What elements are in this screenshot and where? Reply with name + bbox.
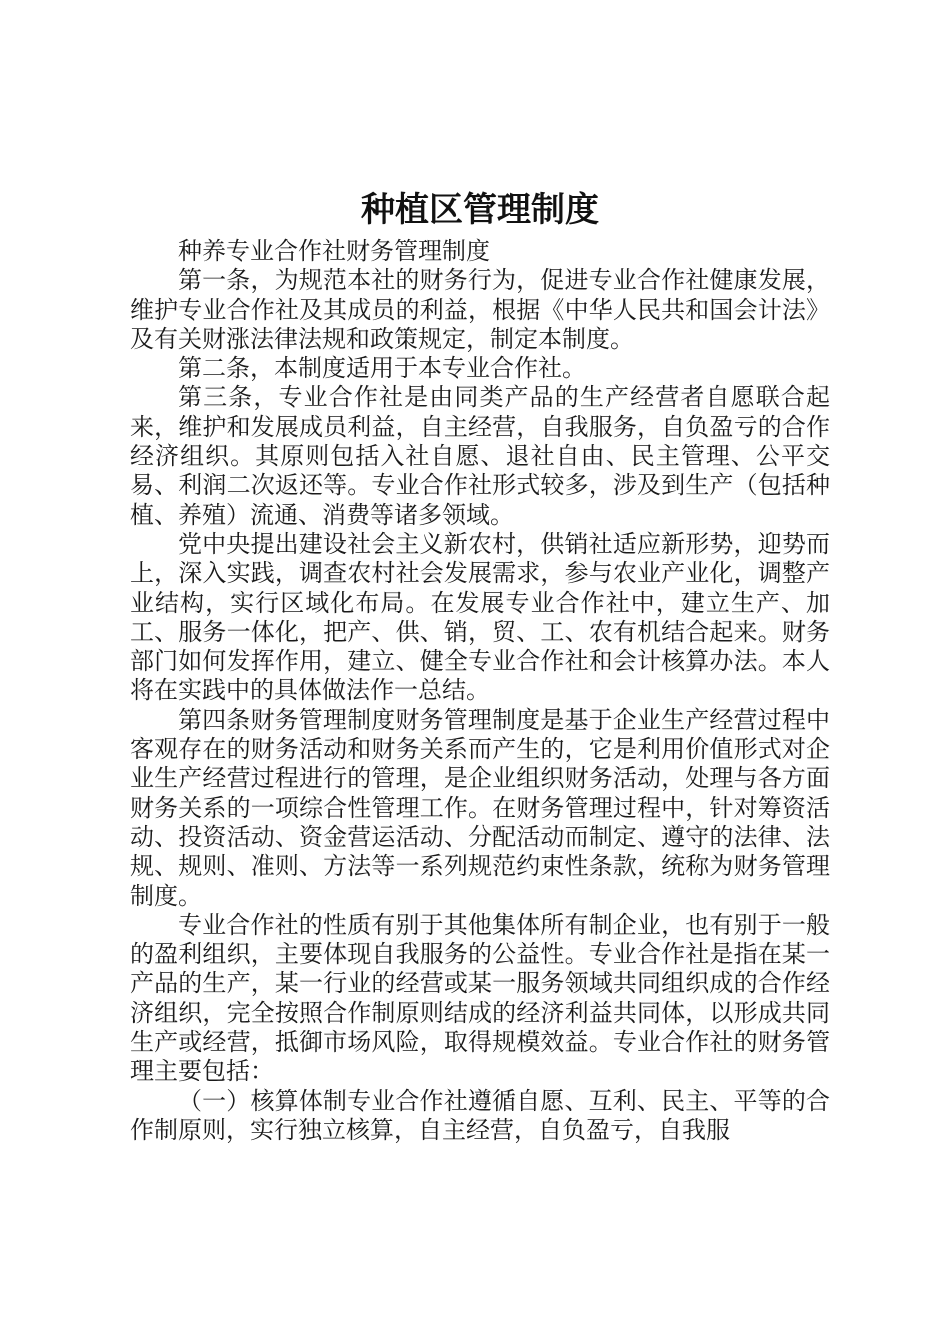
paragraph-subtitle: 种养专业合作社财务管理制度: [178, 237, 490, 265]
paragraph-context: 党中央提出建设社会主义新农村，供销社适应新形势，迎势而上，深入实践，调查农村社会发展需求，参与农业产业化，调整产业结构，实行区域化布局。在发展专业合作社中，建立生产、加工、服务一体化，把产、供、销，贸、工、农有机结合起来。财务部门如何发挥作用，建立、健全专业合作社和会计核算办法。本人将在实践中的具体做法作一总结。: [130, 529, 830, 705]
paragraph-article-2: 第二条，本制度适用于本专业合作社。: [178, 354, 586, 383]
paragraph-article-4: 第四条财务管理制度财务管理制度是基于企业生产经营过程中客观存在的财务活动和财务关系而产生的，它是利用价值形式对企业生产经营过程进行的管理，是企业组织财务活动，处理与各方面财务关系的一项综合性管理工作。在财务管理过程中，针对筹资活动、投资活动、资金营运活动、分配活动而制定、遵守的法律、法规、规则、准则、方法等一系列规范约束性条款，统称为财务管理制度。: [130, 705, 830, 910]
paragraph-nature: 专业合作社的性质有别于其他集体所有制企业，也有别于一般的盈利组织，主要体现自我服务的公益性。专业合作社是指在某一产品的生产，某一行业的经营或某一服务领域共同组织成的合作经济组织，完全按照合作制原则结成的经济利益共同体，以形成共同生产或经营，抵御市场风险，取得规模效益。专业合作社的财务管理主要包括：: [130, 910, 830, 1086]
paragraph-article-1: 第一条，为规范本社的财务行为，促进专业合作社健康发展，维护专业合作社及其成员的利益，根据《中华人民共和国会计法》及有关财涨法律法规和政策规定，制定本制度。: [130, 266, 830, 353]
paragraph-article-3: 第三条，专业合作社是由同类产品的生产经营者自愿联合起来，维护和发展成员利益，自主经营，自我服务，自负盈亏的合作经济组织。其原则包括入社自愿、退社自由、民主管理、公平交易、利润二次返还等。专业合作社形式较多，涉及到生产（包括种植、养殖）流通、消费等诸多领域。: [130, 383, 830, 529]
document-title: 种植区管理制度: [361, 190, 599, 230]
document-body: [130, 237, 830, 1145]
paragraph-section-1: （一）核算体制专业合作社遵循自愿、互利、民主、平等的合作制原则，实行独立核算，自主经营，自负盈亏，自我服: [130, 1086, 830, 1144]
